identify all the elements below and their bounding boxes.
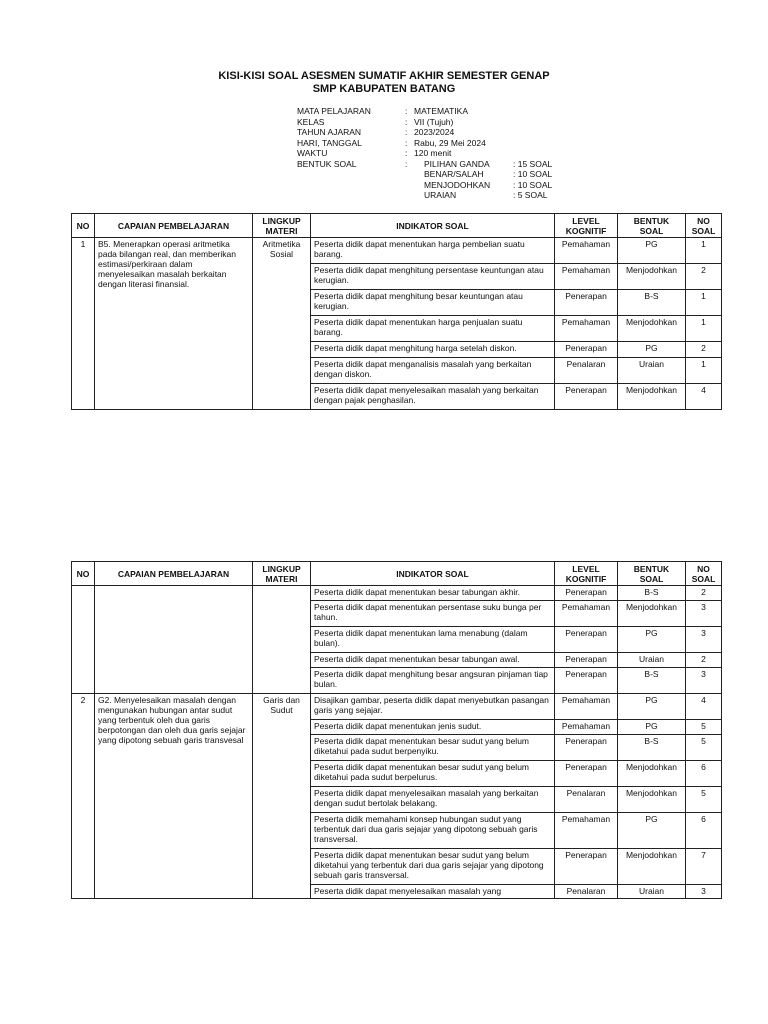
bentuk-cell: PG <box>618 694 686 720</box>
indikator-cell: Peserta didik dapat menentukan besar sudut yang belum diketahui pada sudut berpenyiku. <box>311 735 555 761</box>
bentuk-cell: PG <box>618 342 686 358</box>
bentuk-cell: B-S <box>618 586 686 601</box>
info-row-year: TAHUN AJARAN : 2023/2024 <box>297 127 455 137</box>
no-soal-cell: 5 <box>686 787 722 813</box>
indikator-cell: Disajikan gambar, peserta didik dapat menyebutkan pasangan garis yang sejajar. <box>311 694 555 720</box>
indikator-cell: Peserta didik dapat menganalisis masalah yang berkaitan dengan diskon. <box>311 358 555 384</box>
indikator-cell: Peserta didik dapat menentukan harga pembelian suatu barang. <box>311 238 555 264</box>
no-soal-cell: 1 <box>686 316 722 342</box>
bentuk-cell: Menjodohkan <box>618 264 686 290</box>
header-lingkup: LINGKUP MATERI <box>253 214 311 238</box>
info-row-question-types: BENTUK SOAL : PILIHAN GANDA : 15 SOAL <box>297 158 553 169</box>
level-cell: Penerapan <box>555 586 618 601</box>
bentuk-cell: PG <box>618 720 686 735</box>
level-cell: Pemahaman <box>555 601 618 627</box>
question-type-row: BENAR/SALAH : 10 SOAL <box>424 169 553 179</box>
level-cell: Penerapan <box>555 384 618 410</box>
level-cell: Penerapan <box>555 342 618 358</box>
info-value: Rabu, 29 Mei 2024 <box>414 137 486 148</box>
level-cell: Pemahaman <box>555 316 618 342</box>
bentuk-cell: Menjodohkan <box>618 787 686 813</box>
level-cell: Penerapan <box>555 761 618 787</box>
info-value: 2023/2024 <box>414 127 455 137</box>
indikator-cell: Peserta didik dapat menyelesaikan masalah yang berkaitan dengan pajak penghasilan. <box>311 384 555 410</box>
blueprint-table-page2 <box>71 561 722 899</box>
info-row-class: KELAS : VII (Tujuh) <box>297 116 454 127</box>
no-soal-cell: 3 <box>686 601 722 627</box>
table-row <box>72 238 722 264</box>
bentuk-cell: B-S <box>618 290 686 316</box>
bentuk-cell: Menjodohkan <box>618 384 686 410</box>
level-cell: Pemahaman <box>555 238 618 264</box>
capaian-cell <box>95 586 253 694</box>
header-no: NO <box>72 562 95 586</box>
level-cell: Penerapan <box>555 668 618 694</box>
level-cell: Penerapan <box>555 735 618 761</box>
no-soal-cell: 2 <box>686 653 722 668</box>
header-level: LEVEL KOGNITIF <box>555 214 618 238</box>
header-lingkup: LINGKUP MATERI <box>253 562 311 586</box>
no-soal-cell: 3 <box>686 668 722 694</box>
table-row <box>72 694 722 720</box>
no-soal-cell: 6 <box>686 813 722 849</box>
no-soal-cell: 5 <box>686 720 722 735</box>
indikator-cell: Peserta didik dapat menentukan persentase suku bunga per tahun. <box>311 601 555 627</box>
indikator-cell: Peserta didik dapat menentukan harga penjualan suatu barang. <box>311 316 555 342</box>
bentuk-cell: B-S <box>618 668 686 694</box>
header-indikator: INDIKATOR SOAL <box>311 562 555 586</box>
indikator-cell: Peserta didik dapat menghitung persentase keuntungan atau kerugian. <box>311 264 555 290</box>
indikator-cell: Peserta didik dapat menghitung besar keuntungan atau kerugian. <box>311 290 555 316</box>
lingkup-cell <box>253 586 311 694</box>
level-cell: Penalaran <box>555 358 618 384</box>
table-header-row <box>72 214 722 238</box>
question-type-row: PILIHAN GANDA : 15 SOAL <box>424 158 553 169</box>
info-key: KELAS <box>297 116 325 127</box>
header-capaian: CAPAIAN PEMBELAJARAN <box>95 562 253 586</box>
level-cell: Pemahaman <box>555 694 618 720</box>
level-cell: Penerapan <box>555 290 618 316</box>
no-soal-cell: 2 <box>686 264 722 290</box>
header-no: NO <box>72 214 95 238</box>
no-soal-cell: 2 <box>686 586 722 601</box>
bentuk-cell: Menjodohkan <box>618 761 686 787</box>
bentuk-cell: PG <box>618 627 686 653</box>
no-soal-cell: 3 <box>686 627 722 653</box>
indikator-cell: Peserta didik dapat menyelesaikan masalah yang <box>311 885 555 899</box>
capaian-cell: B5. Menerapkan operasi aritmetika pada bilangan real, dan memberikan estimasi/perkiraan dalam menyelesaikan masalah berkaitan dengan literasi finansial. <box>95 238 253 410</box>
indikator-cell: Peserta didik dapat menentukan lama menabung (dalam bulan). <box>311 627 555 653</box>
table-row <box>72 586 722 601</box>
no-soal-cell: 4 <box>686 694 722 720</box>
exam-info-block <box>297 106 552 201</box>
school-name: SMP KABUPATEN BATANG <box>312 83 456 95</box>
bentuk-cell: PG <box>618 238 686 264</box>
indikator-cell: Peserta didik dapat menentukan jenis sudut. <box>311 720 555 735</box>
bentuk-cell: Menjodohkan <box>618 601 686 627</box>
level-cell: Pemahaman <box>555 813 618 849</box>
indikator-cell: Peserta didik dapat menentukan besar tabungan awal. <box>311 653 555 668</box>
level-cell: Penalaran <box>555 885 618 899</box>
no-soal-cell: 1 <box>686 290 722 316</box>
indikator-cell: Peserta didik dapat menentukan besar sudut yang belum diketahui yang terbentuk dari dua garis sejajar yang dipotong sebuah garis transversal. <box>311 849 555 885</box>
document-title: KISI-KISI SOAL ASESMEN SUMATIF AKHIR SEMESTER GENAP <box>218 70 550 82</box>
info-row-subject: MATA PELAJARAN : MATEMATIKA <box>297 106 468 116</box>
bentuk-cell: B-S <box>618 735 686 761</box>
indikator-cell: Peserta didik dapat menyelesaikan masalah yang berkaitan dengan sudut bertolak belakang. <box>311 787 555 813</box>
info-key: TAHUN AJARAN <box>297 127 362 137</box>
question-type-row: URAIAN : 5 SOAL <box>424 190 548 200</box>
question-type-row: MENJODOHKAN : 10 SOAL <box>424 179 553 190</box>
row-number: 1 <box>72 238 95 410</box>
level-cell: Pemahaman <box>555 264 618 290</box>
header-indikator: INDIKATOR SOAL <box>311 214 555 238</box>
no-soal-cell: 1 <box>686 238 722 264</box>
header-bentuk: BENTUK SOAL <box>618 562 686 586</box>
indikator-cell: Peserta didik dapat menentukan besar tabungan akhir. <box>311 586 555 601</box>
no-soal-cell: 5 <box>686 735 722 761</box>
header-capaian: CAPAIAN PEMBELAJARAN <box>95 214 253 238</box>
level-cell: Penerapan <box>555 627 618 653</box>
bentuk-cell: Menjodohkan <box>618 849 686 885</box>
level-cell: Penerapan <box>555 849 618 885</box>
no-soal-cell: 2 <box>686 342 722 358</box>
bentuk-cell: PG <box>618 813 686 849</box>
table-header-row <box>72 562 722 586</box>
header-bentuk: BENTUK SOAL <box>618 214 686 238</box>
lingkup-cell: Aritmetika Sosial <box>253 238 311 410</box>
info-value: 120 menit <box>414 148 452 158</box>
info-key: MATA PELAJARAN <box>297 106 371 116</box>
capaian-cell: G2. Menyelesaikan masalah dengan mengunakan hubungan antar sudut yang terbentuk oleh dua garis berpotongan dan oleh dua garis sejajar yang dipotong sebuah garis transvesal <box>95 694 253 899</box>
info-row-time: WAKTU : 120 menit <box>297 148 452 158</box>
info-value: MATEMATIKA <box>414 106 468 116</box>
bentuk-cell: Uraian <box>618 885 686 899</box>
level-cell: Penerapan <box>555 653 618 668</box>
indikator-cell: Peserta didik dapat menentukan besar sudut yang belum diketahui pada sudut berpelurus. <box>311 761 555 787</box>
level-cell: Penalaran <box>555 787 618 813</box>
bentuk-cell: Uraian <box>618 358 686 384</box>
info-key: BENTUK SOAL <box>297 158 357 169</box>
indikator-cell: Peserta didik memahami konsep hubungan sudut yang terbentuk dari dua garis sejajar yang dipotong sebuah garis transversal. <box>311 813 555 849</box>
indikator-cell: Peserta didik dapat menghitung besar angsuran pinjaman tiap bulan. <box>311 668 555 694</box>
row-number: 2 <box>72 694 95 899</box>
no-soal-cell: 6 <box>686 761 722 787</box>
info-key: HARI, TANGGAL <box>297 137 362 148</box>
no-soal-cell: 4 <box>686 384 722 410</box>
indikator-cell: Peserta didik dapat menghitung harga setelah diskon. <box>311 342 555 358</box>
level-cell: Pemahaman <box>555 720 618 735</box>
no-soal-cell: 3 <box>686 885 722 899</box>
info-value: VII (Tujuh) <box>414 116 454 127</box>
blueprint-table-page1 <box>71 213 722 410</box>
no-soal-cell: 7 <box>686 849 722 885</box>
header-no-soal: NO SOAL <box>686 562 722 586</box>
header-no-soal: NO SOAL <box>686 214 722 238</box>
info-row-date: HARI, TANGGAL : Rabu, 29 Mei 2024 <box>297 137 486 148</box>
bentuk-cell: Menjodohkan <box>618 316 686 342</box>
info-key: WAKTU <box>297 148 328 158</box>
no-soal-cell: 1 <box>686 358 722 384</box>
lingkup-cell: Garis dan Sudut <box>253 694 311 899</box>
header-level: LEVEL KOGNITIF <box>555 562 618 586</box>
bentuk-cell: Uraian <box>618 653 686 668</box>
row-number <box>72 586 95 694</box>
